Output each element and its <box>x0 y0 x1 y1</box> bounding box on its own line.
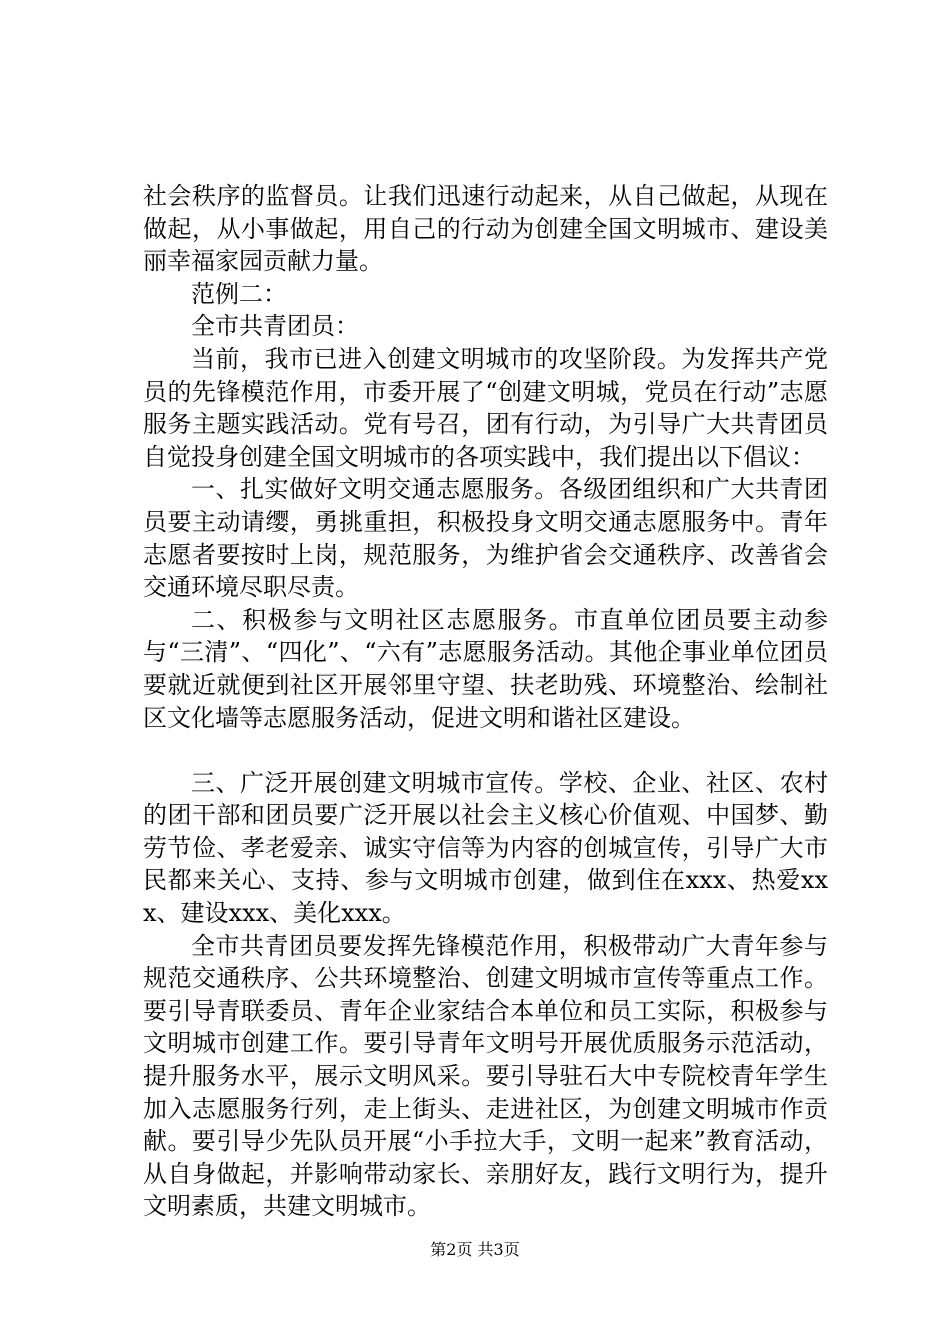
page-footer: 第2页 共3页 <box>430 1240 520 1259</box>
paragraph-conclusion: 全市共青团员要发挥先锋模范作用，积极带动广大青年参与规范交通秩序、公共环境整治、创建文明城市宣传等重点工作。要引导青联委员、青年企业家结合本单位和员工实际，积极参与文明城市创建工作。要引导青年文明号开展优质服务示范活动，提升服务水平，展示文明风采。要引导驻石大中专院校青年学生加入志愿服务行列，走上街头、走进社区，为创建文明城市作贡献。要引导少先队员开展“小手拉大手，文明一起来”教育活动，从自身做起，并影响带动家长、亲朋好友，践行文明行为，提升文明素质，共建文明城市。 <box>143 931 828 1221</box>
document-body <box>143 180 828 1223</box>
paragraph-intro: 当前，我市已进入创建文明城市的攻坚阶段。为发挥共产党员的先锋模范作用，市委开展了“创建文明城，党员在行动”志愿服务主题实践活动。党有号召，团有行动，为引导广大共青团员自觉投身创建全国文明城市的各项实践中，我们提出以下倡议： <box>143 344 828 471</box>
paragraph-item-one: 一、扎实做好文明交通志愿服务。各级团组织和广大共青团员要主动请缨，勇挑重担，积极投身文明交通志愿服务中。青年志愿者要按时上岗，规范服务，为维护省会交通秩序、改善省会交通环境尽职尽责。 <box>143 475 828 602</box>
paragraph-example-heading: 范例二： <box>191 279 287 308</box>
paragraph-continuation: 社会秩序的监督员。让我们迅速行动起来，从自己做起，从现在做起，从小事做起，用自己的行动为创建全国文明城市、建设美丽幸福家园贡献力量。 <box>143 182 828 276</box>
paragraph-salutation: 全市共青团员： <box>191 312 359 341</box>
paragraph-gap <box>143 734 828 767</box>
paragraph-item-two: 二、积极参与文明社区志愿服务。市直单位团员要主动参与“三清”、“四化”、“六有”志愿服务活动。其他企事业单位团员要就近就便到社区开展邻里守望、扶老助残、环境整治、绘制社区文化墙等志愿服务活动，促进文明和谐社区建设。 <box>143 605 828 732</box>
paragraph-item-three: 三、广泛开展创建文明城市宣传。学校、企业、社区、农村的团干部和团员要广泛开展以社会主义核心价值观、中国梦、勤劳节俭、孝老爱亲、诚实守信等为内容的创城宣传，引导广大市民都来关心、支持、参与文明城市创建，做到住在xxx、热爱xxx、建设xxx、美化xxx。 <box>143 768 828 928</box>
